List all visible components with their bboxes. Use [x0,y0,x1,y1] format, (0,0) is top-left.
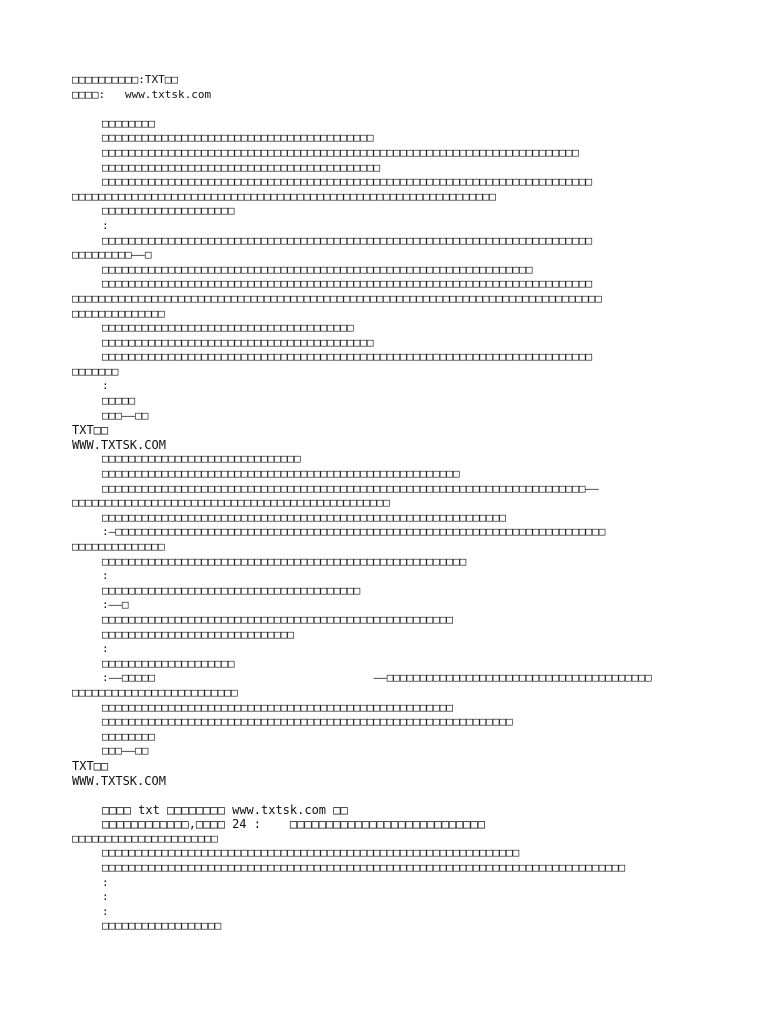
text-line: □□□□□□□□□□□□□□□□□□□□□□□□□□□□□□□□□□□□□□□□□□□□□□□□□□□□□ [102,700,453,714]
text-line: □□□□□□□□□□□□□□□□□□□□□□□□□□□□□□□□□□□□□□□□□ [102,131,374,145]
text-block-1 [72,117,712,423]
end-site-url: WWW.TXTSK.COM [72,773,166,788]
text-line: □□□——□□ [102,408,149,422]
text-line: □□□□□□□□□□□□□□□□□□□□□□□□□□□□□□□□□□□□□□□□□□□□□□□□□□□□□□□□□□□□□□□□□□□□□□□□□□ [102,277,593,291]
text-line: □□□□□□□□□□□□□□□□□□□□□□□□□□□□□ [102,627,295,641]
mid-site-url: WWW.TXTSK.COM [72,437,166,452]
text-line: □□□□□□□□□□□□□□ [72,540,165,553]
text-line: □□□□□□□□ [102,729,155,743]
text-line: □□□□□□□□□□□□□□□□□□ [102,919,222,933]
doc-header-url: www.txtsk.com [125,87,212,101]
text-line: □□□□□□□□□□□□□□□□□□□□□□□□□□□□□□□□□□□□□□□□□□□□□□□□□□□□□□□□□□□□□□□□□□□□□□□□ [102,145,579,159]
text-line: □□□□□□□□□——□ [72,248,152,262]
text-line: □□□□□□□□□□□□□□□□□□□□□□□□□□□□□□□□□□□□□□□□□□□□□□□□□□□□□□□□□□□□□□ [102,715,513,729]
text-line: □□□□□□□□□□□□□□□□□□□□□□□□□□□□□□□□□□□□□□□□□□□□□□□□□□□□□□□□□□□□□□□□□□□□□□□□□□ [102,233,593,247]
text-line: □□□——□□ [102,744,149,758]
footer-url: www.txtsk.com [232,802,327,817]
text-line: □□□□□□□□□□□□□□□□□□□□□□ [72,831,218,845]
text-line: □□□□□□□□□□□□□□□□□□□□ [102,656,235,670]
text-line: : [102,569,109,583]
document-page [72,73,712,934]
text-line: □□□□□□□□□□□□□□□□□□□□□□□□□□□□□□□□□□□□□□□□□□□□□□□□□□□□□□□□□□□□□□□□□□□□□□□□□□ [102,175,593,189]
text-line: : [102,904,109,918]
footer-txt: txt [138,802,160,817]
text-line: □□□□□□□□ [102,116,155,130]
doc-header-url-line [72,88,712,103]
text-line: □□□□□□□□□□□□□□□□□□□□□□□□□□□□□□□□□□□□□□□□□□□□□□□□□□□□□□ [102,467,460,481]
footer-text: □□□□□□□□□□□□□□□□□□□□□□□□□□□ [289,817,485,832]
text-line: : [102,890,109,904]
text-line: □□□□□□□□□□□□□□□□□□□□□□□□□□□□□□□□□□□□□□□□□□□□□□□□□□□□□□□□□□□□□□□□□ [102,262,533,276]
footer-line-2 [72,817,712,832]
text-line: □□□□□□□□□□□□□□□□□□□□□□□□□□□□□□ [102,452,301,466]
text-line: □□□□□□□□□□□□□□□□□□□□□□□□□□□□□□□□□□□□□□□□□ [102,335,374,349]
spacer [72,102,712,117]
text-line: :——□ [102,598,129,612]
footer-text: □□□□ [102,802,131,817]
spacer [72,788,712,803]
text-line: □□□□□□□□□□□□□□□□□□□□□□□□□ [72,685,238,699]
footer-line-1 [72,803,712,818]
text-line: □□□□□□□□□□□□□□□□□□□□□□□□□□□□□□□□□□□□□□□□□□□□□□□□□□□□□□□□□□□□□□□□□□□□□□□□□□□□□□□ [102,861,626,875]
text-line: □□□□□□□□□□□□□□ [72,306,165,320]
text-line: □□□□□□□□□□□□□□□□□□□□□□□□□□□□□□□□□□□□□□□□□□□□□□□□□□□□□ [102,612,453,626]
text-line: □□□□□□□□□□□□□□□□□□□□□□□□□□□□□□□□□□□□□□□□□□□□□□□□ [72,496,390,510]
text-line: □□□□□□□□□□□□□□□□□□□□□□□□□□□□□□□□□□□□□□□□□□□□□□□□□□□□□□□□□□□□□□□ [102,846,520,860]
mid-site-name: TXT□□ [72,423,109,438]
text-line: :—□□□□□□□□□□□□□□□□□□□□□□□□□□□□□□□□□□□□□□□□□□□□□□□□□□□□□□□□□□□□□□□□□□□□□□□□□□ [102,525,606,539]
footer-text: □□□□□□□□ [167,802,225,817]
text-line: □□□□□□□ [72,364,119,378]
doc-header-title: □□□□□□□□□□:TXT□□ [72,73,178,86]
text-line: : [102,379,109,393]
text-block-2 [72,452,712,758]
text-line: □□□□□□□□□□□□□□□□□□□□□□□□□□□□□□□□□□□□□□□□□□ [102,160,381,174]
text-line: □□□□□□□□□□□□□□□□□□□□ [102,204,235,218]
text-line: : [102,642,109,656]
footer-number: 24 [232,817,247,832]
text-line: □□□□□□□□□□□□□□□□□□□□□□□□□□□□□□□□□□□□□□□□□□□□□□□□□□□□□□□□□□□□□□□□□□□□□□□□□—— [102,481,599,495]
text-line: □□□□□□□□□□□□□□□□□□□□□□□□□□□□□□□□□□□□□□□□□□□□□□□□□□□□□□□□□□□□□ [102,510,506,524]
text-line: :——□□□□□ ——□□□□□□□□□□□□□□□□□□□□□□□□□□□□□□□□□□□□□□□□ [102,671,652,685]
text-line: □□□□□□□□□□□□□□□□□□□□□□□□□□□□□□□□□□□□□□□□□□□□□□□□□□□□□□□□□□□□□□□□ [72,189,496,203]
text-line: □□□□□□□□□□□□□□□□□□□□□□□□□□□□□□□□□□□□□□□□□□□□□□□□□□□□□□□□□□□□□□□□□□□□□□□□□□□□□□□□ [72,291,602,305]
text-line: □□□□□□□□□□□□□□□□□□□□□□□□□□□□□□□□□□□□□□□□□□□□□□□□□□□□□□□ [102,554,467,568]
text-line: : [102,218,109,232]
footer-text: □□ [333,802,348,817]
text-line: □□□□□ [102,394,136,408]
end-site-name: TXT□□ [72,758,109,773]
footer-text-block [72,832,712,934]
text-line: : [102,875,109,889]
doc-header-url-label: □□□□: [72,87,106,101]
text-line: □□□□□□□□□□□□□□□□□□□□□□□□□□□□□□□□□□□□□□□□□□□□□□□□□□□□□□□□□□□□□□□□□□□□□□□□□□ [102,350,593,364]
footer-text: : [253,817,261,832]
text-line: □□□□□□□□□□□□□□□□□□□□□□□□□□□□□□□□□□□□□□□ [102,583,361,597]
text-line: □□□□□□□□□□□□□□□□□□□□□□□□□□□□□□□□□□□□□□ [102,321,354,335]
footer-text: □□□□□□□□□□□□,□□□□ [102,817,225,832]
